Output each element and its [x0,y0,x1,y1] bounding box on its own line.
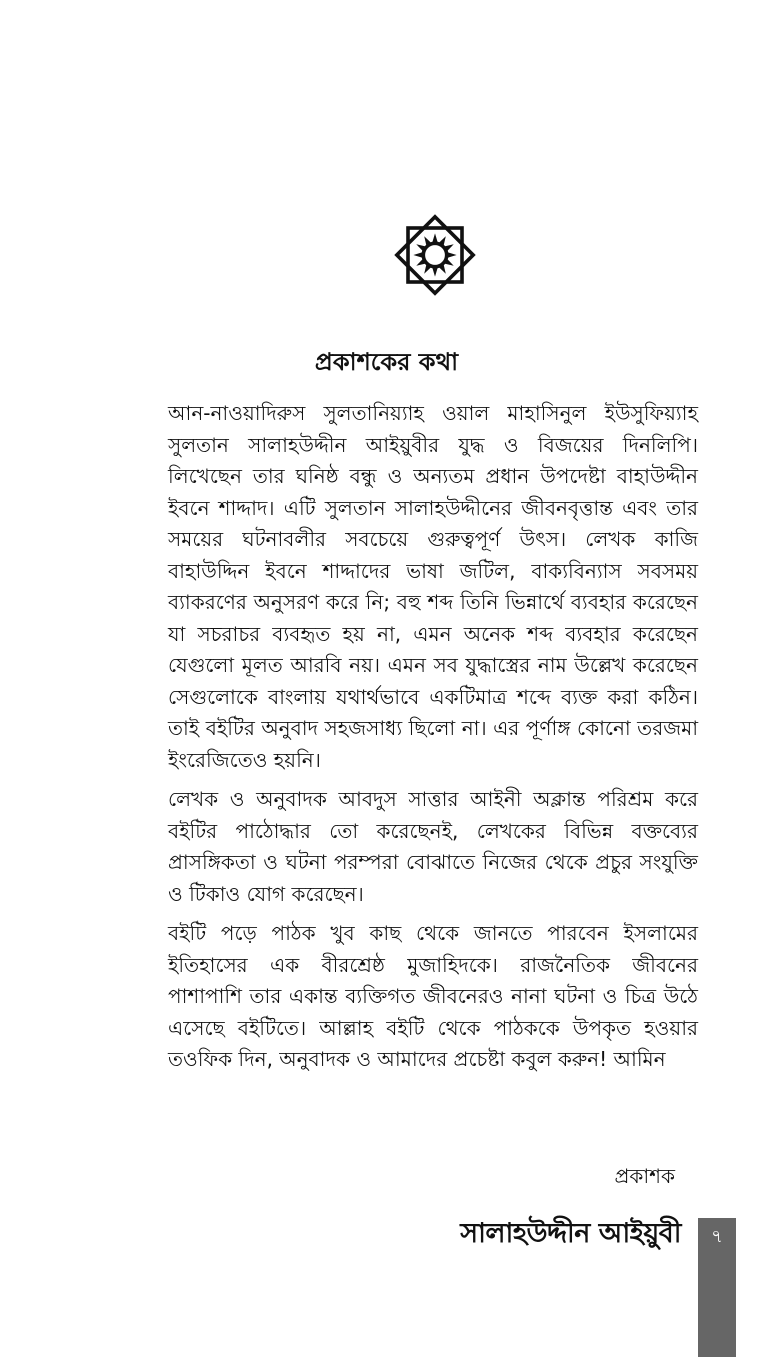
page-heading: প্রকাশকের কথা [314,348,459,376]
eight-point-star-sun-icon [390,210,480,300]
publisher-signature: প্রকাশক [614,1164,675,1188]
body-text [168,398,698,1084]
paragraph-2: লেখক ও অনুবাদক আবদুস সাত্তার আইনী অক্লান্ত পরিশ্রম করে বইটির পাঠোদ্ধার তো করেছেনই, লেখকের বিভিন্ন বক্তব্যের প্রাসঙ্গিকতা ও ঘটনা পরম্পরা বোঝাতে নিজের থেকে প্রচুর সংযুক্তি ও টিকাও যোগ করেছেন। [168,787,698,906]
page-number: ৭ [711,1226,723,1247]
book-title: সালাহউদ্দীন আইয়ুবী [460,1218,681,1249]
page-number-tab [698,1218,736,1357]
paragraph-1: আন-নাওয়াদিরুস সুলতানিয়্যাহ ওয়াল মাহাসিনুল ইউসুফিয়্যাহ সুলতান সালাহউদ্দীন আইয়ুবীর যুদ্ধ ও বিজয়ের দিনলিপি। লিখেছেন তার ঘনিষ্ঠ বন্ধু ও অন্যতম প্রধান উপদেষ্টা বাহাউদ্দীন ইবনে শাদ্দাদ। এটি সুলতান সালাহউদ্দীনের জীবনবৃত্তান্ত এবং তার সময়ের ঘটনাবলীর সবচেয়ে গুরুত্বপূর্ণ উৎস। লেখক কাজি বাহাউদ্দিন ইবনে শাদ্দাদের ভাষা জটিল, বাক্যবিন্যাস সবসময় ব্যাকরণের অনুসরণ করে নি; বহু শব্দ তিনি ভিন্নার্থে ব্যবহার করেছেন যা সচরাচর ব্যবহৃত হয় না, এমন অনেক শব্দ ব্যবহার করেছেন যেগুলো মূলত আরবি নয়। এমন সব যুদ্ধাস্ত্রের নাম উল্লেখ করেছেন সেগুলোকে বাংলায় যথার্থভাবে একটিমাত্র শব্দে ব্যক্ত করা কঠিন। তাই বইটির অনুবাদ সহজসাধ্য ছিলো না। এর পূর্ণাঙ্গ কোনো তরজমা ইংরেজিতেও হয়নি। [168,401,698,772]
paragraph-3: বইটি পড়ে পাঠক খুব কাছ থেকে জানতে পারবেন ইসলামের ইতিহাসের এক বীরশ্রেষ্ঠ মুজাহিদকে। রাজনৈতিক জীবনের পাশাপাশি তার একান্ত ব্যক্তিগত জীবনেরও নানা ঘটনা ও চিত্র উঠে এসেছে বইটিতে। আল্লাহ বইটি থেকে পাঠককে উপকৃত হওয়ার তওফিক দিন, অনুবাদক ও আমাদের প্রচেষ্টা কবুল করুন! আমিন [168,921,698,1071]
